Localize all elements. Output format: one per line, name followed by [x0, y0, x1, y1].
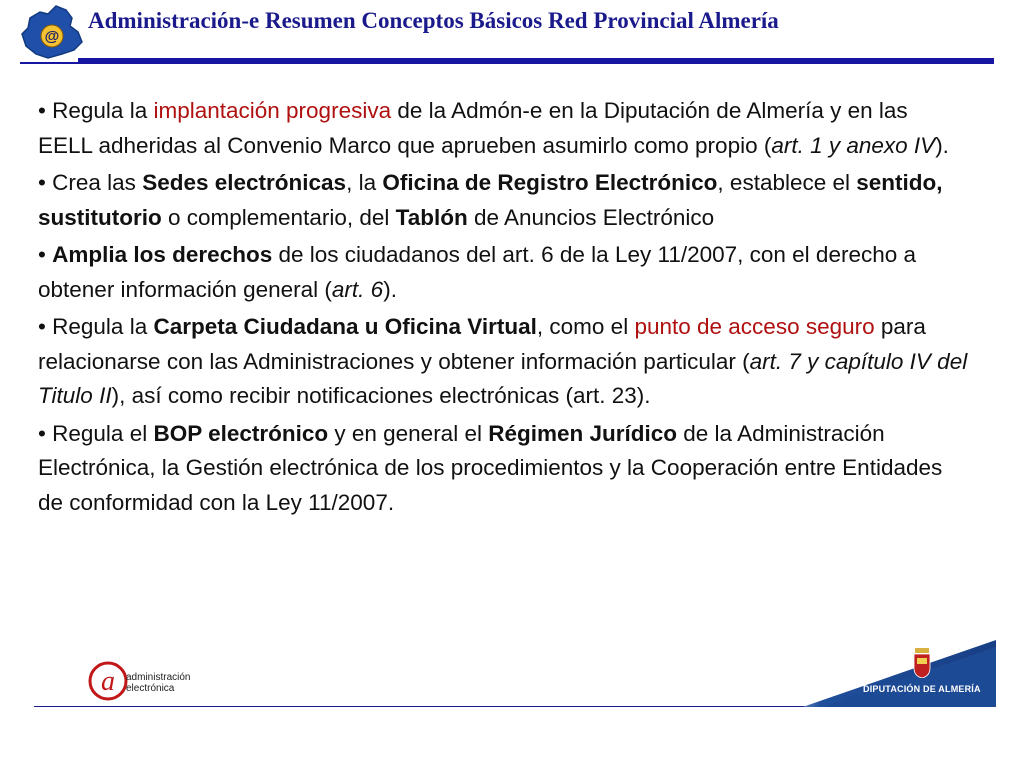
bullet-item — [38, 238, 968, 307]
bullet-text: Crea las — [52, 170, 143, 195]
footer-band — [748, 640, 996, 707]
bullet-text: art. 1 y anexo IV — [771, 132, 936, 158]
bullet-text: o complementario, del — [161, 204, 396, 230]
bullet-text: Sedes electrónicas — [142, 170, 347, 195]
bullet-text: para relacionarse con las Administraciones y obtener información particular ( — [38, 314, 926, 374]
bullet-text: art. 6 — [331, 276, 384, 302]
bullet-text: de la Administración Electrónica, la Gestión electrónica de los procedimientos y la Cooperación entre Entidades de conformidad con la Ley 11/2007. — [38, 420, 943, 515]
bullet-marker: • — [38, 242, 53, 267]
almeria-map-at-icon — [18, 4, 88, 60]
bullet-item — [38, 94, 968, 163]
bullet-item — [38, 417, 968, 521]
svg-text:@: @ — [44, 28, 60, 45]
bullet-text: implantación progresiva — [153, 98, 392, 123]
bullet-text: punto de acceso seguro — [634, 314, 875, 339]
diputacion-label: DIPUTACIÓN DE ALMERÍA — [863, 684, 981, 694]
bullet-marker: • — [38, 420, 53, 446]
title-underline-thin — [20, 62, 80, 64]
bullet-text: Regula la — [52, 314, 154, 339]
bullet-text: art. 7 y capítulo IV del Titulo II — [38, 348, 968, 408]
bullet-text: Amplia los derechos — [52, 242, 273, 267]
bullet-text: sentido, sustitutorio — [38, 170, 943, 230]
ae-logo-text — [126, 672, 190, 694]
bullet-text: ), así como recibir notificaciones electrónicas (art. 23). — [111, 383, 651, 408]
bullet-text: de los ciudadanos del art. 6 de la Ley 11/2007, con el derecho a obtener información general ( — [38, 242, 917, 302]
page-title: Administración-e Resumen Conceptos Básicos Red Provincial Almería — [88, 8, 779, 33]
bullet-text: Oficina de Registro Electrónico — [382, 170, 718, 195]
bullet-text: de Anuncios Electrónico — [467, 204, 715, 230]
title-underline — [78, 58, 994, 64]
bullet-text: de la Admón-e en la Diputación de Almería y en las EELL adheridas al Convenio Marco que aprueben asumirlo como propio ( — [38, 98, 908, 158]
ae-logo-line1: administración — [126, 672, 191, 683]
bullet-text: , establece el — [717, 170, 857, 195]
bullet-list — [38, 94, 968, 523]
bullet-text: Carpeta Ciudadana u Oficina Virtual — [153, 314, 537, 339]
bullet-marker: • — [38, 170, 53, 195]
bullet-text: y en general el — [328, 420, 489, 446]
bullet-marker: • — [38, 98, 53, 123]
bullet-text: Régimen Jurídico — [488, 420, 678, 446]
bullet-text: , como el — [536, 314, 635, 339]
bullet-text: ). — [935, 132, 949, 158]
svg-text:a: a — [101, 666, 115, 697]
bullet-text: Tablón — [395, 204, 468, 230]
coat-of-arms-icon — [912, 648, 932, 678]
bullet-text: Regula el — [52, 420, 154, 446]
bullet-item — [38, 310, 968, 414]
bullet-text: BOP electrónico — [153, 420, 329, 446]
bullet-item — [38, 166, 968, 235]
ae-logo-line2: electrónica — [126, 683, 175, 694]
bullet-text: ). — [383, 276, 397, 302]
bullet-text: , la — [346, 170, 383, 195]
bullet-text: Regula la — [52, 98, 154, 123]
bullet-marker: • — [38, 314, 53, 339]
